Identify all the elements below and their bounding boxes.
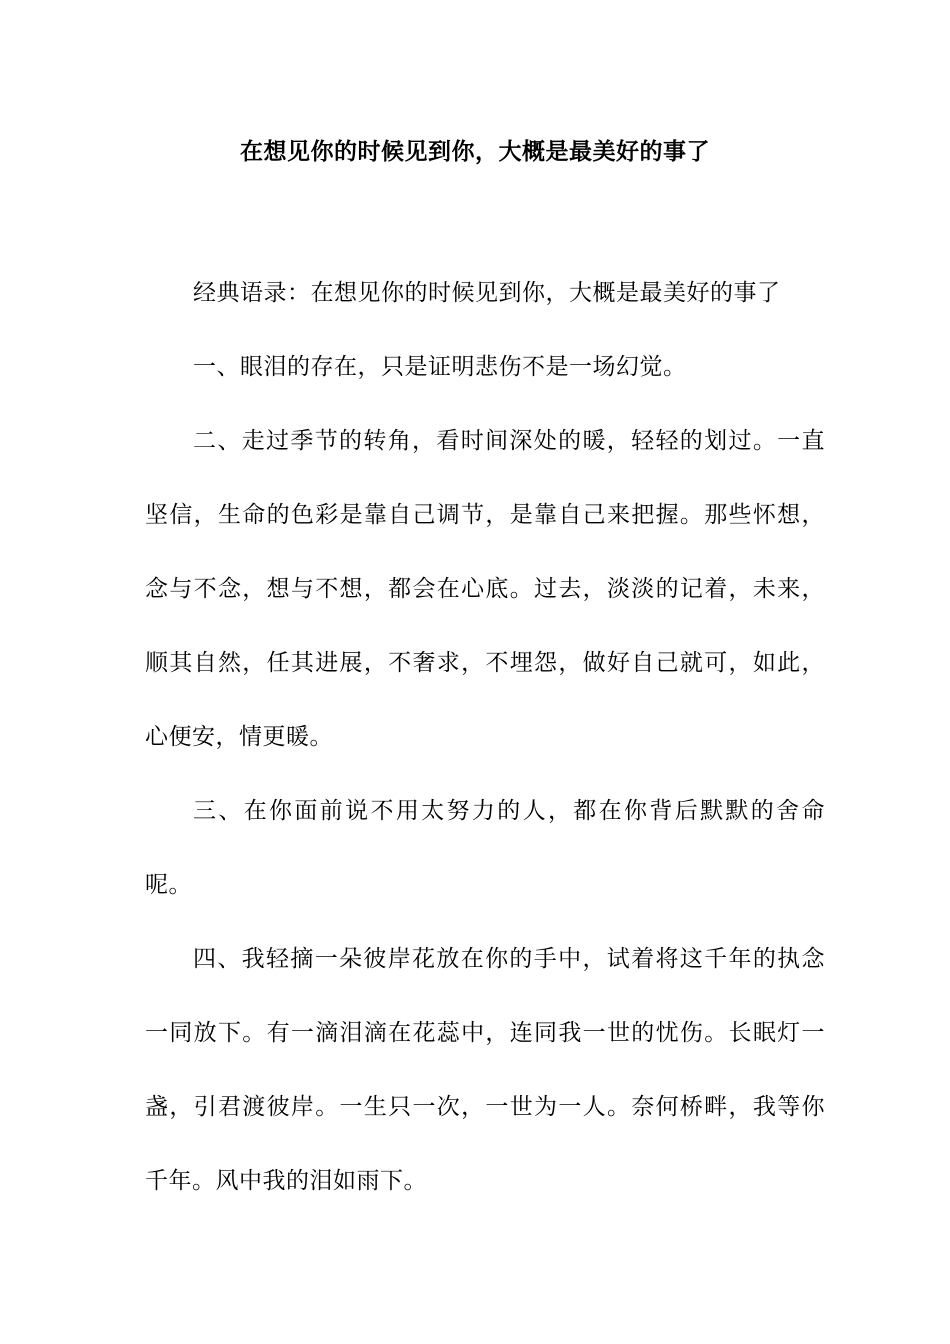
document-title: 在想见你的时候见到你，大概是最美好的事了: [240, 138, 710, 165]
paragraph-intro: 经典语录：在想见你的时候见到你，大概是最美好的事了: [193, 280, 781, 306]
document-body: [145, 256, 825, 1218]
paragraph-3: 三、在你面前说不用太努力的人，都在你背后默默的舍命呢。: [145, 798, 825, 898]
paragraph-2: 二、走过季节的转角，看时间深处的暖，轻轻的划过。一直坚信，生命的色彩是靠自己调节，是靠自己来把握。那些怀想，念与不念，想与不想，都会在心底。过去，淡淡的记着，未来，顺其自然，任其进展，不奢求，不埋怨，做好自己就可，如此，心便安，情更暖。: [145, 428, 825, 750]
paragraph-4: 四、我轻摘一朵彼岸花放在你的手中，试着将这千年的执念一同放下。有一滴泪滴在花蕊中，连同我一世的忧伤。长眠灯一盏，引君渡彼岸。一生只一次，一世为一人。奈何桥畔，我等你千年。风中我的泪如雨下。: [145, 946, 825, 1194]
paragraph-1: 一、眼泪的存在，只是证明悲伤不是一场幻觉。: [193, 354, 687, 380]
